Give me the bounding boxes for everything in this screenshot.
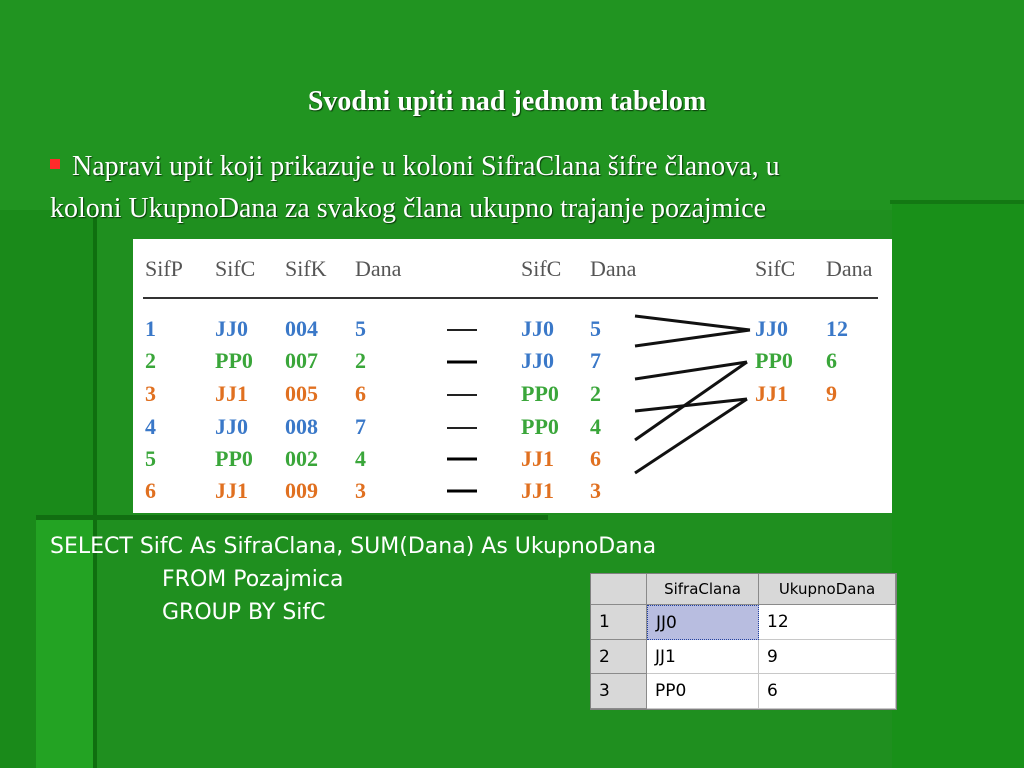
src-header-sifk: SifK [285, 256, 327, 281]
result-row-1-dana: 12 [826, 316, 848, 341]
sorted-row-6-sifc: JJ1 [521, 478, 554, 503]
src-row-4-dana: 7 [355, 414, 366, 439]
src-row-3-sifc: JJ1 [215, 381, 248, 406]
sorted-row-6-dana: 3 [590, 478, 601, 503]
sorted-row-3-dana: 2 [590, 381, 601, 406]
src-header-sifp: SifP [145, 256, 183, 281]
src-row-5-dana: 4 [355, 446, 366, 471]
src-row-4-sifk: 008 [285, 414, 318, 439]
src-row-2-sifp: 2 [145, 348, 156, 373]
sorted-row-5-dana: 6 [590, 446, 601, 471]
src-row-3-dana: 6 [355, 381, 366, 406]
grid-corner-cell[interactable] [591, 574, 647, 605]
src-row-1-sifk: 004 [285, 316, 318, 341]
bullet-paragraph [50, 146, 970, 230]
grid-column-header-sifraclana[interactable]: SifraClana [647, 574, 759, 605]
src-row-3-sifk: 005 [285, 381, 318, 406]
agg-line-2 [635, 330, 750, 346]
sorted-row-4-dana: 4 [590, 414, 601, 439]
sorted-row-1-dana: 5 [590, 316, 601, 341]
background-vertical-line [93, 210, 97, 768]
src-row-2-sifc: PP0 [215, 348, 253, 373]
grid-row-header-3[interactable]: 3 [591, 674, 647, 709]
result-row-2-dana: 6 [826, 348, 837, 373]
src-row-3-sifp: 3 [145, 381, 156, 406]
grid-cell-sifra-3[interactable]: PP0 [647, 674, 759, 709]
result-header-dana: Dana [826, 256, 873, 281]
grouping-diagram [133, 239, 892, 513]
sorted-header-sifc: SifC [521, 256, 562, 281]
src-header-sifc: SifC [215, 256, 256, 281]
agg-line-1 [635, 316, 750, 330]
slide-title: Svodni upiti nad jednom tabelom [307, 86, 707, 117]
result-row-2-sifc: PP0 [755, 348, 793, 373]
sorted-header-dana: Dana [590, 256, 637, 281]
src-row-6-dana: 3 [355, 478, 366, 503]
agg-line-3 [635, 362, 747, 379]
result-header-sifc: SifC [755, 256, 796, 281]
bullet-square-icon [50, 159, 60, 169]
src-header-dana: Dana [355, 256, 402, 281]
src-row-1-dana: 5 [355, 316, 366, 341]
src-row-1-sifc: JJ0 [215, 316, 248, 341]
grid-cell-sifra-1[interactable]: JJ0 [647, 605, 759, 640]
src-row-2-dana: 2 [355, 348, 366, 373]
grid-row-header-1[interactable]: 1 [591, 605, 647, 640]
sorted-row-3-sifc: PP0 [521, 381, 559, 406]
sql-line-groupby: GROUP BY SifC [162, 600, 326, 625]
sql-line-from: FROM Pozajmica [162, 567, 344, 592]
grid-cell-ukupno-1[interactable]: 12 [759, 605, 896, 640]
src-row-4-sifp: 4 [145, 414, 156, 439]
result-grid [590, 573, 897, 710]
sql-line-select: SELECT SifC As SifraClana, SUM(Dana) As UkupnoDana [50, 534, 657, 559]
src-row-2-sifk: 007 [285, 348, 318, 373]
result-row-1-sifc: JJ0 [755, 316, 788, 341]
src-row-4-sifc: JJ0 [215, 414, 248, 439]
src-row-1-sifp: 1 [145, 316, 156, 341]
result-row-3-dana: 9 [826, 381, 837, 406]
src-row-5-sifp: 5 [145, 446, 156, 471]
sorted-row-2-sifc: JJ0 [521, 348, 554, 373]
src-row-6-sifc: JJ1 [215, 478, 248, 503]
sorted-row-2-dana: 7 [590, 348, 601, 373]
background-horizontal-line [36, 515, 548, 520]
bullet-line-2: koloni UkupnoDana za svakog člana ukupno trajanje pozajmice [50, 193, 767, 224]
sorted-row-1-sifc: JJ0 [521, 316, 554, 341]
grid-cell-sifra-2[interactable]: JJ1 [647, 640, 759, 674]
grid-row-header-2[interactable]: 2 [591, 640, 647, 674]
background-right-band [892, 200, 1024, 768]
grid-column-header-ukupnodana[interactable]: UkupnoDana [759, 574, 896, 605]
result-row-3-sifc: JJ1 [755, 381, 788, 406]
src-row-6-sifk: 009 [285, 478, 318, 503]
src-row-5-sifc: PP0 [215, 446, 253, 471]
grid-cell-ukupno-3[interactable]: 6 [759, 674, 896, 709]
src-row-6-sifp: 6 [145, 478, 156, 503]
sorted-row-5-sifc: JJ1 [521, 446, 554, 471]
bullet-line-1: Napravi upit koji prikazuje u koloni SifraClana šifre članova, u [72, 151, 780, 182]
sorted-row-4-sifc: PP0 [521, 414, 559, 439]
src-row-5-sifk: 002 [285, 446, 318, 471]
grid-cell-ukupno-2[interactable]: 9 [759, 640, 896, 674]
